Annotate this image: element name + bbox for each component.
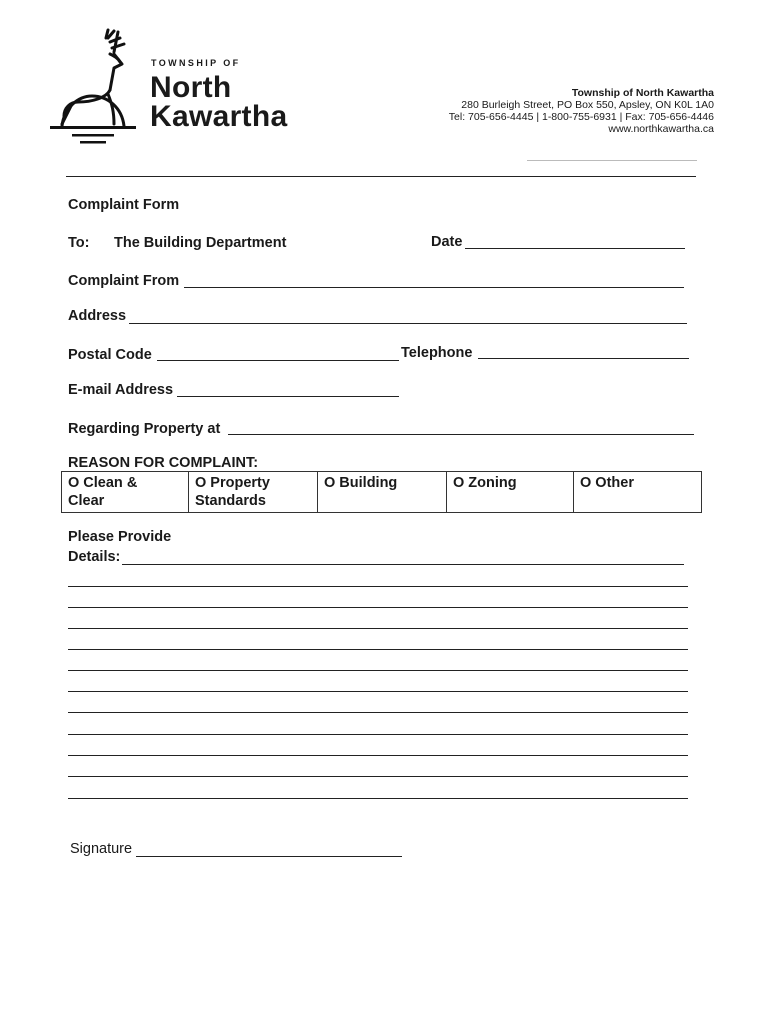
reason-option-label: O Zoning (453, 475, 517, 491)
logo-township-of: TOWNSHIP OF (151, 58, 241, 68)
details-label-line2: Details: (68, 549, 121, 565)
telephone-label: Telephone (401, 345, 473, 361)
reason-option-label: O Clean & (68, 475, 138, 491)
postal-code-field[interactable] (157, 360, 399, 361)
email-field[interactable] (177, 396, 399, 397)
reason-option-label: O Property (195, 475, 270, 491)
header-faint-line (527, 160, 697, 161)
reason-other[interactable] (574, 472, 702, 513)
address-field[interactable] (129, 323, 687, 324)
reason-zoning[interactable] (447, 472, 574, 513)
header-address: 280 Burleigh Street, PO Box 550, Apsley, ON K0L 1A0 (461, 99, 714, 111)
reason-building[interactable] (318, 472, 447, 513)
details-line[interactable] (68, 691, 688, 692)
details-label-line1: Please Provide (68, 529, 172, 545)
header-divider (66, 176, 696, 177)
reason-heading: REASON FOR COMPLAINT: (68, 455, 259, 471)
complaint-from-field[interactable] (184, 287, 684, 288)
details-line[interactable] (68, 712, 688, 713)
logo-kawartha: Kawartha (150, 100, 288, 133)
details-line[interactable] (68, 734, 688, 735)
reason-option-label: Clear (68, 493, 105, 509)
signature-field[interactable] (136, 856, 402, 857)
complaint-from-label: Complaint From (68, 273, 180, 289)
details-line[interactable] (68, 586, 688, 587)
reason-option-label: O Building (324, 475, 398, 491)
header-phone: Tel: 705-656-4445 | 1-800-755-6931 | Fax: 705-656-4446 (448, 111, 714, 123)
reason-clean-clear[interactable] (62, 472, 189, 513)
to-label: To: (68, 235, 90, 251)
reason-option-label: O Other (580, 475, 634, 491)
details-line[interactable] (68, 798, 688, 799)
postal-code-label: Postal Code (68, 347, 152, 363)
header-website: www.northkawartha.ca (608, 123, 714, 135)
to-value: The Building Department (114, 235, 287, 251)
telephone-field[interactable] (478, 358, 689, 359)
details-line[interactable] (68, 755, 688, 756)
email-label: E-mail Address (68, 382, 174, 398)
form-title: Complaint Form (68, 197, 180, 213)
signature-label: Signature (70, 841, 133, 857)
reason-table (61, 471, 702, 513)
logo-north: North (150, 71, 232, 104)
details-line[interactable] (122, 564, 684, 565)
property-field[interactable] (228, 434, 694, 435)
property-label: Regarding Property at (68, 421, 221, 437)
details-line[interactable] (68, 607, 688, 608)
date-field[interactable] (465, 248, 685, 249)
reason-property-standards[interactable] (189, 472, 318, 513)
address-label: Address (68, 308, 127, 324)
details-line[interactable] (68, 649, 688, 650)
details-line[interactable] (68, 776, 688, 777)
reason-option-label: Standards (195, 493, 266, 509)
deer-logo-icon (48, 28, 140, 148)
details-line[interactable] (68, 670, 688, 671)
date-label: Date (431, 234, 463, 250)
details-line[interactable] (68, 628, 688, 629)
header-org-name: Township of North Kawartha (571, 87, 714, 99)
